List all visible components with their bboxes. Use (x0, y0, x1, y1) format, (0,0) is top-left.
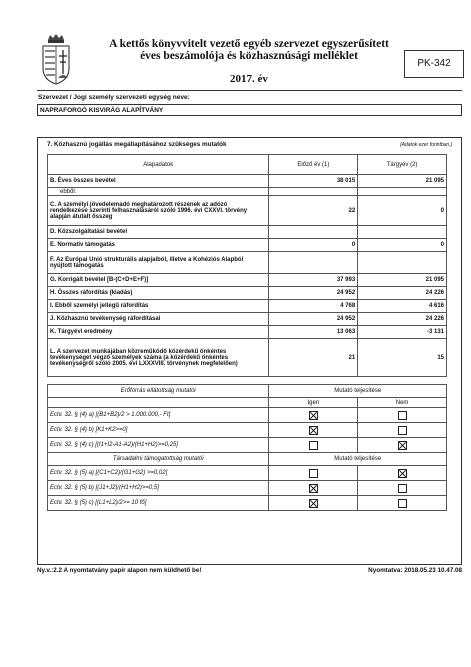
row-curr-value: 15 (358, 339, 447, 377)
table-row (48, 313, 447, 326)
row-prev-value (269, 226, 358, 239)
table-row (48, 287, 447, 300)
row-curr-value: 24 226 (358, 287, 447, 300)
row-curr-value: 21 095 (358, 175, 447, 188)
table-row (48, 239, 447, 252)
row-prev-value (269, 188, 358, 196)
row-label: B. Éves összes bevétel (48, 175, 269, 188)
table-row (48, 274, 447, 287)
no-checkbox[interactable] (398, 484, 407, 493)
row-prev-value: 13 063 (269, 326, 358, 339)
row-curr-value (358, 252, 447, 274)
row-prev-value: 22 (269, 196, 358, 226)
table-row (48, 226, 447, 239)
no-checkbox[interactable] (398, 441, 407, 450)
table-row (48, 252, 447, 274)
organization-name-field: NAPRAFORGÓ KISVIRÁG ALAPÍTVÁNY (37, 104, 462, 116)
row-curr-value: -3 131 (358, 326, 447, 339)
fulfillment-header: Mutató teljesítése (269, 385, 447, 398)
section-title: 7. Közhasznú jogállás megállapításához szükséges mutatók (47, 141, 227, 148)
fulfillment-header: Mutató teljesítése (269, 453, 447, 466)
title-line-1: A kettős könyvvitelt vezető egyéb szervezet egyszerűsített (109, 38, 389, 50)
indicator-label: Ectv. 32. § (5) b) [(J1+J2)/(H1+H2)>=0,5] (48, 481, 269, 496)
yes-checkbox[interactable] (309, 499, 318, 508)
print-timestamp: Nyomtatva: 2018.05.23 10.47.08 (368, 567, 462, 574)
yes-header: Igen (269, 398, 358, 408)
yes-checkbox[interactable] (309, 441, 318, 450)
row-label: G. Korrigált bevétel [B-(C+D+E+F)] (48, 274, 269, 287)
row-prev-value: 24 952 (269, 313, 358, 326)
row-prev-value: 24 952 (269, 287, 358, 300)
table-row (48, 300, 447, 313)
social-indicator-row (48, 466, 447, 481)
resource-indicator-row (48, 438, 447, 453)
header-cell-previous-year: Előző év (1) (269, 155, 358, 175)
row-prev-value: 38 015 (269, 175, 358, 188)
row-curr-value: 0 (358, 239, 447, 252)
no-checkbox[interactable] (398, 426, 407, 435)
row-curr-value: 24 226 (358, 313, 447, 326)
row-label: E. Normatív támogatás (48, 239, 269, 252)
row-curr-value: 0 (358, 196, 447, 226)
no-checkbox[interactable] (398, 411, 407, 420)
coat-of-arms-icon (40, 34, 72, 86)
row-label: C. A személyi jövedelemadó meghatározott részének az adózó rendelkezése szerinti felhasználásáról szóló 1996. évi CXXVI. törvény alapján átutalt összeg (48, 196, 269, 226)
indicator-label: Ectv. 32. § (4) a) [(B1+B2)/2 > 1.000.000,- Ft] (48, 408, 269, 423)
footer-note: Ny.v.:2.2 A nyomtatvány papír alapon nem küldhető be! (37, 567, 202, 574)
row-prev-value: 4 768 (269, 300, 358, 313)
indicator-label: Ectv. 32. § (4) b) [K1+K2>=0] (48, 423, 269, 438)
header-cell-current-year: Tárgyév (2) (358, 155, 447, 175)
resource-indicator-row (48, 423, 447, 438)
no-checkbox[interactable] (398, 499, 407, 508)
social-indicator-row (48, 496, 447, 511)
yes-no-header-row (48, 398, 447, 408)
row-prev-value: 0 (269, 239, 358, 252)
indicators-table (47, 154, 447, 511)
row-label: J. Közhasznú tevékenység ráfordításai (48, 313, 269, 326)
organization-label: Szervezet / Jogi személy szervezeti egység neve: (38, 94, 190, 101)
row-label: F. Az Európai Unió strukturális alapjaiból, illetve a Kohéziós Alapból nyújtott támogatás (48, 252, 269, 274)
yes-checkbox[interactable] (309, 484, 318, 493)
table-row (48, 196, 447, 226)
row-label: K. Tárgyévi eredmény (48, 326, 269, 339)
row-curr-value: 4 616 (358, 300, 447, 313)
row-label: I. Ebből személyi jellegű ráfordítás (48, 300, 269, 313)
resource-header: Erőforrás ellátottság mutatói (48, 385, 269, 398)
no-checkbox[interactable] (398, 469, 407, 478)
social-header: Társadalmi támogatottság mutatói (48, 453, 269, 466)
table-spacer-row (48, 377, 447, 385)
yes-checkbox[interactable] (309, 469, 318, 478)
resource-indicator-row (48, 408, 447, 423)
social-indicator-row (48, 481, 447, 496)
no-header: Nem (358, 398, 447, 408)
header-divider (37, 90, 462, 91)
form-title (90, 38, 408, 62)
row-label: ebből: (48, 188, 269, 196)
row-curr-value (358, 188, 447, 196)
row-label: D. Közszolgáltatási bevétel (48, 226, 269, 239)
indicator-label: Ectv. 32. § (4) c) [(I1+I2-A1-A2)/(H1+H2)>=0,25] (48, 438, 269, 453)
form-year: 2017. év (230, 73, 268, 85)
row-prev-value: 21 (269, 339, 358, 377)
title-line-2: éves beszámolója és közhasznúsági melléklet (140, 50, 358, 62)
table-header-row (48, 155, 447, 175)
row-curr-value: 21 095 (358, 274, 447, 287)
table-row (48, 175, 447, 188)
table-row (48, 339, 447, 377)
table-row (48, 188, 447, 196)
row-prev-value: 37 993 (269, 274, 358, 287)
yes-checkbox[interactable] (309, 411, 318, 420)
social-header-row (48, 453, 447, 466)
header-cell-basic-data: Alapadatok (48, 155, 269, 175)
yes-checkbox[interactable] (309, 426, 318, 435)
row-label: L. A szervezet munkájában közreműködő közérdekű önkéntes tevékenységet végző személyek száma (a közérdekű önkéntes tevékenységről szóló 2005. évi LXXXVIII. törvénynek megfelelően) (48, 339, 269, 377)
form-id-box: PK-342 (404, 50, 464, 78)
unit-note: (Adatok ezer forintban.) (400, 142, 453, 148)
row-label: H. Összes ráfordítás (kiadás) (48, 287, 269, 300)
indicator-label: Ectv. 32. § (5) a) [(C1+C2)/(G1+G2) >=0,02] (48, 466, 269, 481)
row-prev-value (269, 252, 358, 274)
table-row (48, 326, 447, 339)
indicator-label: Ectv. 32. § (5) c) [(L1+L2)/2>= 10 fő] (48, 496, 269, 511)
resource-header-row (48, 385, 447, 398)
row-curr-value (358, 226, 447, 239)
